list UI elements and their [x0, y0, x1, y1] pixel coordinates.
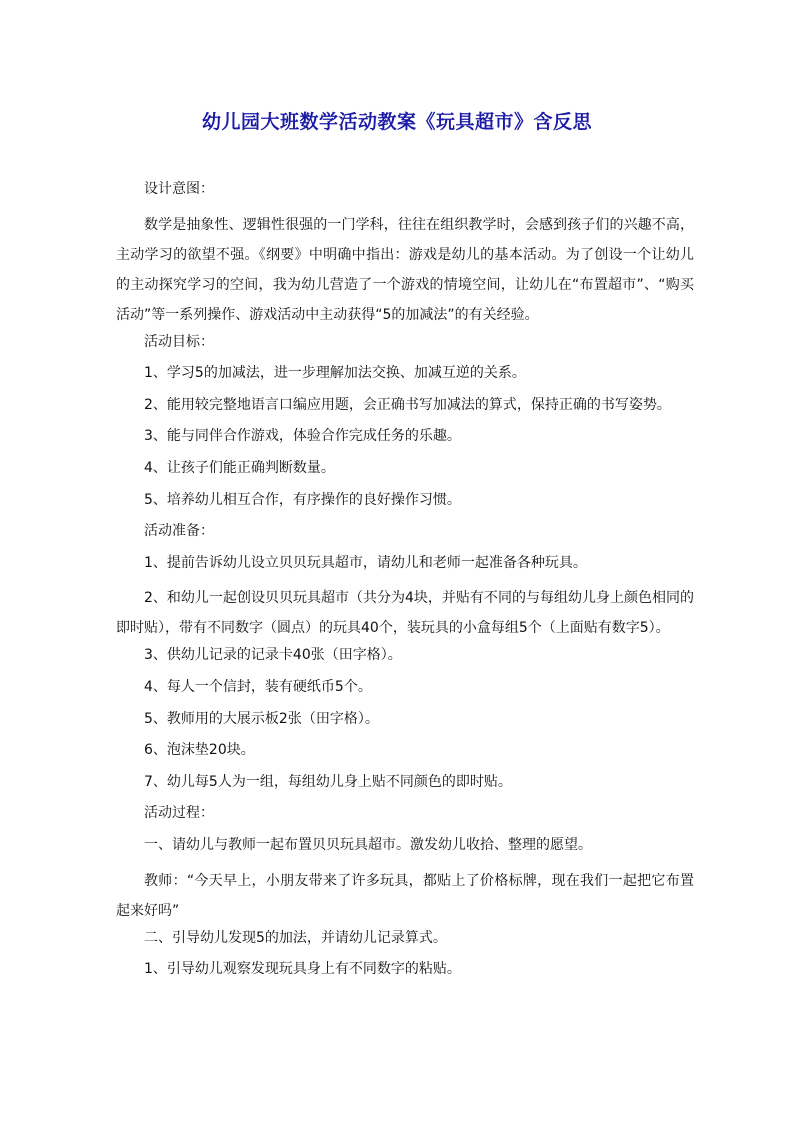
paragraph-goal-5: 5、培养幼儿相互合作，有序操作的良好操作习惯。	[144, 491, 461, 508]
paragraph-preparation-4: 4、每人一个信封，装有硬纸币5个。	[144, 678, 372, 695]
paragraph-process-heading: 活动过程：	[144, 805, 214, 822]
paragraph-goals-heading: 活动目标：	[144, 333, 214, 350]
paragraph-preparation-3: 3、供幼儿记录的记录卡40张（田字格）。	[144, 647, 402, 664]
paragraph-design-intent: 数学是抽象性、逻辑性很强的一门学科，往往在组织教学时，会感到孩子们的兴趣不高，主动学习的欲望不强。《纲要》中明确中指出：游戏是幼儿的基本活动。为了创设一个让幼儿的主动探究学习的空间，我为幼儿营造了一个游戏的情境空间，让幼儿在“布置超市”、“购买活动”等一系列操作、游戏活动中主动获得“5的加减法”的有关经验。	[116, 216, 694, 323]
paragraph-preparation-5: 5、教师用的大展示板2张（田字格）。	[144, 710, 379, 727]
paragraph-goal-4: 4、让孩子们能正确判断数量。	[144, 459, 335, 476]
paragraph-preparation-6: 6、泡沫垫20块。	[144, 742, 255, 759]
paragraph-goal-1: 1、学习5的加减法，进一步理解加法交换、加减互逆的关系。	[144, 365, 526, 382]
paragraph-process-step-1: 一、请幼儿与教师一起布置贝贝玩具超市。激发幼儿收拾、整理的愿望。	[144, 836, 592, 853]
paragraph-teacher-quote: 教师：“今天早上，小朋友带来了许多玩具，都贴上了价格标牌，现在我们一起把它布置起来好吗”	[116, 872, 694, 919]
paragraph-preparation-2: 2、和幼儿一起创设贝贝玩具超市（共分为4块，并贴有不同的与每组幼儿身上颜色相同的即时贴），带有不同数字（圆点）的玩具40个，装玩具的小盒每组5个（上面贴有数字5）。	[116, 590, 694, 637]
document-title: 幼儿园大班数学活动教案《玩具超市》含反思	[201, 111, 592, 133]
paragraph-preparation-1: 1、提前告诉幼儿设立贝贝玩具超市，请幼儿和老师一起准备各种玩具。	[144, 554, 587, 571]
paragraph-process-step-2: 二、引导幼儿发现5的加法，并请幼儿记录算式。	[144, 929, 447, 946]
paragraph-goal-3: 3、能与同伴合作游戏，体验合作完成任务的乐趣。	[144, 428, 461, 445]
paragraph-preparation-7: 7、幼儿每5人为一组，每组幼儿身上贴不同颜色的即时贴。	[144, 773, 512, 790]
paragraph-process-step-2-1: 1、引导幼儿观察发现玩具身上有不同数字的粘贴。	[144, 961, 461, 978]
paragraph-goal-2: 2、能用较完整地语言口编应用题，会正确书写加减法的算式，保持正确的书写姿势。	[144, 396, 671, 413]
document-body	[116, 178, 694, 990]
paragraph-design-intent-heading: 设计意图：	[144, 181, 214, 197]
paragraph-preparation-heading: 活动准备：	[144, 523, 214, 540]
